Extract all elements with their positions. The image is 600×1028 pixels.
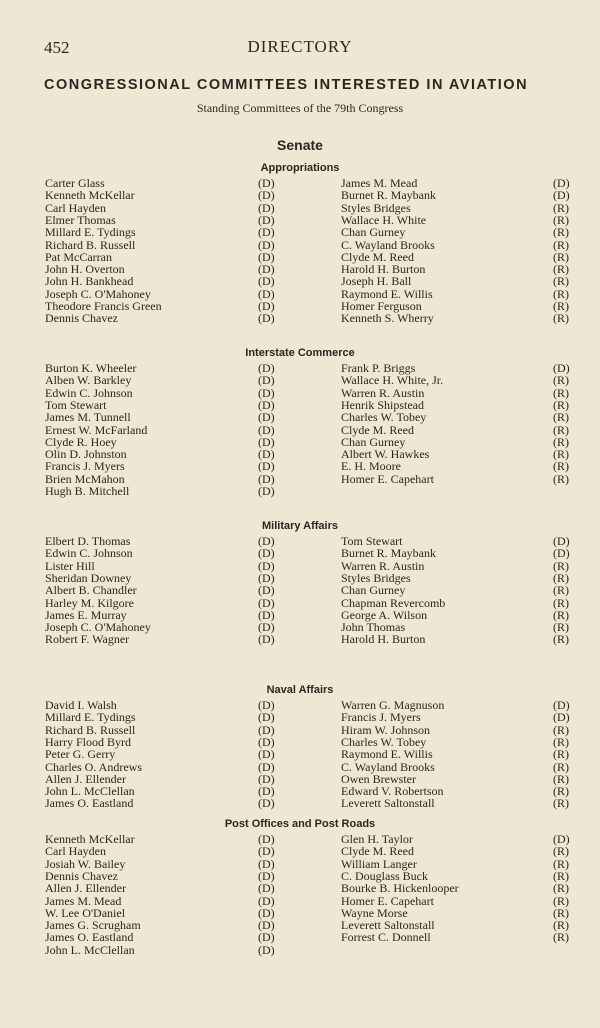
member-party: (D) [258,471,275,486]
member-party: (D) [258,620,275,635]
member-party: (R) [553,856,569,871]
member-party: (R) [553,771,569,786]
member-name: Brien McMahon [45,471,125,486]
member-name: Raymond E. Willis [341,286,433,301]
member-name: John L. McClellan [45,784,135,799]
member-party: (D) [258,796,275,811]
member-party: (D) [258,262,275,277]
member-name: Josiah W. Bailey [45,856,126,871]
member-party: (D) [258,893,275,908]
member-name: Charles W. Tobey [341,734,427,749]
member-name: George A. Wilson [341,607,428,622]
member-name: Homer E. Capehart [341,893,434,908]
member-party: (D) [258,237,275,252]
member-party: (R) [553,397,569,412]
member-party: (R) [553,868,569,883]
member-party: (R) [553,844,569,859]
member-row [0,931,600,943]
member-name: Tom Stewart [341,534,403,548]
member-name: Chan Gurney [341,583,406,598]
member-name: Tom Stewart [45,397,107,412]
member-party: (D) [258,385,275,400]
member-party: (R) [553,632,569,647]
member-row [0,895,600,907]
member-name: Wayne Morse [341,905,408,920]
member-name: Olin D. Johnston [45,447,127,462]
member-party: (D) [258,434,275,449]
member-party: (D) [258,942,275,957]
member-name: Joseph C. O'Mahoney [45,286,151,301]
member-party: (R) [553,299,569,313]
member-name: Forrest C. Donnell [341,930,431,945]
member-name: Lister Hill [45,558,95,573]
member-name: Allen J. Ellender [45,771,126,786]
member-party: (R) [553,422,569,437]
member-party: (D) [258,632,275,647]
member-name: Hiram W. Johnson [341,722,431,737]
member-row [0,761,600,773]
member-party: (D) [258,734,275,749]
member-name: C. Wayland Brooks [341,759,435,774]
member-name: Harry Flood Byrd [45,734,131,749]
page-subtitle: Standing Committees of the 79th Congress [196,101,404,115]
member-party: (R) [553,747,569,762]
member-party: (R) [553,373,569,388]
member-name: Albert B. Chandler [45,583,137,598]
member-row [0,239,600,251]
member-name: Henrik Shipstead [341,397,424,412]
member-row [0,584,600,596]
member-party: (D) [258,484,275,498]
member-party: (R) [553,796,569,811]
member-party: (D) [258,832,275,846]
member-name: James O. Eastland [45,930,134,945]
member-name: Richard B. Russell [45,237,136,252]
page-title: CONGRESSIONAL COMMITTEES INTERESTED IN AVIATION [44,77,529,93]
running-head: DIRECTORY [247,37,353,56]
member-name: John H. Bankhead [45,274,134,289]
page-number: 452 [44,38,70,57]
member-party: (D) [258,570,275,585]
member-name: Frank P. Briggs [341,361,416,375]
member-party: (R) [553,249,569,264]
member-party: (D) [258,410,275,425]
member-name: David I. Walsh [45,698,117,712]
member-party: (D) [258,607,275,622]
member-party: (R) [553,212,569,227]
member-row [0,547,600,559]
member-name: Raymond E. Willis [341,747,433,762]
member-party: (R) [553,905,569,920]
member-row [0,226,600,238]
member-name: Allen J. Ellender [45,881,126,896]
member-party: (R) [553,881,569,896]
member-name: Kenneth McKellar [45,832,135,846]
member-name: James E. Murray [45,607,127,622]
member-name: Ernest W. McFarland [45,422,148,437]
member-party: (D) [258,212,275,227]
member-name: W. Lee O'Daniel [45,905,126,920]
member-party: (R) [553,262,569,277]
member-name: Carl Hayden [45,200,106,215]
member-party: (R) [553,237,569,252]
member-party: (D) [258,710,275,725]
member-row [0,633,600,645]
member-party: (D) [258,397,275,412]
member-party: (D) [258,784,275,799]
member-name: Clyde R. Hoey [45,434,117,449]
member-name: Harold H. Burton [341,262,426,277]
member-name: Homer Ferguson [341,299,422,313]
member-name: Warren G. Magnuson [341,698,445,712]
member-name: Burnet R. Maybank [341,546,436,561]
member-name: Glen H. Taylor [341,832,413,846]
member-name: William Langer [341,856,417,871]
member-party: (R) [553,225,569,240]
member-party: (D) [258,311,275,326]
member-row [0,882,600,894]
member-party: (D) [258,459,275,474]
member-party: (D) [553,546,570,561]
member-name: James M. Mead [45,893,122,908]
member-party: (R) [553,434,569,449]
member-party: (D) [258,558,275,573]
member-name: James G. Scrugham [45,918,141,933]
member-party: (D) [553,361,570,375]
member-party: (D) [258,447,275,462]
member-name: Homer E. Capehart [341,471,434,486]
member-name: Wallace H. White [341,212,427,227]
member-party: (D) [258,918,275,933]
member-name: John L. McClellan [45,942,135,957]
member-party: (D) [258,176,275,190]
member-name: C. Douglass Buck [341,868,428,883]
member-name: Chan Gurney [341,434,406,449]
member-name: Styles Bridges [341,570,411,585]
member-party: (R) [553,918,569,933]
member-name: Dennis Chavez [45,311,118,326]
committee-title: Appropriations [260,162,340,174]
member-row [0,424,600,436]
member-party: (R) [553,734,569,749]
member-party: (R) [553,447,569,462]
member-party: (D) [553,534,570,548]
member-row [0,944,600,956]
member-name: Carl Hayden [45,844,106,859]
member-party: (D) [258,583,275,598]
member-name: James M. Mead [341,176,418,190]
member-party: (D) [258,200,275,215]
member-party: (D) [258,844,275,859]
member-name: James O. Eastland [45,796,134,811]
member-name: James M. Tunnell [45,410,131,425]
committee-title: Post Offices and Post Roads [224,818,376,830]
member-party: (D) [553,832,570,846]
member-row [0,748,600,760]
member-party: (D) [258,905,275,920]
member-row [0,797,600,809]
member-name: Elbert D. Thomas [45,534,131,548]
member-name: John Thomas [341,620,406,635]
member-name: Joseph H. Ball [341,274,412,289]
member-name: Leverett Saltonstall [341,918,435,933]
member-row [0,711,600,723]
member-party: (D) [258,422,275,437]
member-name: Bourke B. Hickenlooper [341,881,459,896]
member-name: Robert F. Wagner [45,632,130,647]
member-row [0,275,600,287]
member-party: (D) [258,771,275,786]
member-name: Hugh B. Mitchell [45,484,130,498]
member-party: (D) [258,361,275,375]
committee-title: Naval Affairs [266,684,334,696]
member-party: (D) [553,710,570,725]
member-party: (R) [553,570,569,585]
member-party: (R) [553,274,569,289]
member-name: Francis J. Myers [45,459,125,474]
member-name: Kenneth S. Wherry [341,311,434,326]
member-party: (R) [553,784,569,799]
member-party: (R) [553,286,569,301]
member-name: Harley M. Kilgore [45,595,134,610]
member-party: (R) [553,607,569,622]
member-name: John H. Overton [45,262,125,277]
member-row [0,460,600,472]
member-name: Clyde M. Reed [341,844,414,859]
member-party: (D) [258,856,275,871]
member-party: (D) [258,249,275,264]
member-party: (D) [553,188,570,203]
member-party: (D) [258,759,275,774]
member-party: (D) [258,546,275,561]
member-party: (D) [258,868,275,883]
member-party: (R) [553,311,569,326]
member-party: (D) [258,930,275,945]
member-name: Albert W. Hawkes [341,447,430,462]
member-name: Clyde M. Reed [341,249,414,264]
member-party: (R) [553,583,569,598]
member-name: Joseph C. O'Mahoney [45,620,151,635]
member-party: (R) [553,200,569,215]
member-name: Richard B. Russell [45,722,136,737]
member-party: (D) [258,698,275,712]
member-name: Chapman Revercomb [341,595,446,610]
member-name: Kenneth McKellar [45,188,135,203]
member-party: (R) [553,595,569,610]
member-name: C. Wayland Brooks [341,237,435,252]
member-party: (D) [553,176,570,190]
member-name: Wallace H. White, Jr. [341,373,444,388]
member-name: Pat McCarran [45,249,112,264]
member-name: Charles O. Andrews [45,759,142,774]
member-name: Harold H. Burton [341,632,426,647]
member-party: (R) [553,893,569,908]
member-party: (D) [258,881,275,896]
member-party: (D) [258,286,275,301]
member-name: Edwin C. Johnson [45,385,133,400]
member-party: (R) [553,459,569,474]
member-row [0,374,600,386]
member-name: Francis J. Myers [341,710,421,725]
member-party: (D) [258,299,275,313]
member-party: (D) [258,373,275,388]
member-name: E. H. Moore [341,459,401,474]
member-row [0,597,600,609]
member-party: (D) [258,534,275,548]
member-party: (D) [258,595,275,610]
member-name: Alben W. Barkley [45,373,132,388]
member-name: Theodore Francis Green [45,299,162,313]
member-name: Burnet R. Maybank [341,188,436,203]
member-name: Millard E. Tydings [45,225,136,240]
member-name: Burton K. Wheeler [45,361,137,375]
member-row [0,485,600,497]
committee-title: Military Affairs [261,520,338,532]
member-name: Owen Brewster [341,771,416,786]
member-name: Elmer Thomas [45,212,116,227]
member-row [0,189,600,201]
member-party: (R) [553,410,569,425]
member-name: Dennis Chavez [45,868,118,883]
member-row [0,845,600,857]
member-party: (R) [553,558,569,573]
member-name: Warren R. Austin [341,385,425,400]
member-party: (D) [258,747,275,762]
member-name: Chan Gurney [341,225,406,240]
member-party: (R) [553,759,569,774]
committee-title: Interstate Commerce [245,347,355,359]
chamber-heading: Senate [277,137,323,153]
member-party: (R) [553,930,569,945]
member-party: (D) [258,225,275,240]
member-name: Charles W. Tobey [341,410,427,425]
member-party: (R) [553,620,569,635]
member-party: (R) [553,722,569,737]
member-name: Peter G. Gerry [45,747,116,762]
member-name: Styles Bridges [341,200,411,215]
member-name: Clyde M. Reed [341,422,414,437]
member-party: (R) [553,385,569,400]
member-row [0,312,600,324]
member-name: Edward V. Robertson [341,784,444,799]
member-party: (D) [258,722,275,737]
member-party: (D) [553,698,570,712]
member-name: Millard E. Tydings [45,710,136,725]
member-name: Sheridan Downey [45,570,132,585]
member-name: Leverett Saltonstall [341,796,435,811]
member-name: Edwin C. Johnson [45,546,133,561]
member-name: Carter Glass [45,176,105,190]
member-party: (D) [258,274,275,289]
member-party: (R) [553,471,569,486]
member-row [0,411,600,423]
member-party: (D) [258,188,275,203]
member-name: Warren R. Austin [341,558,425,573]
